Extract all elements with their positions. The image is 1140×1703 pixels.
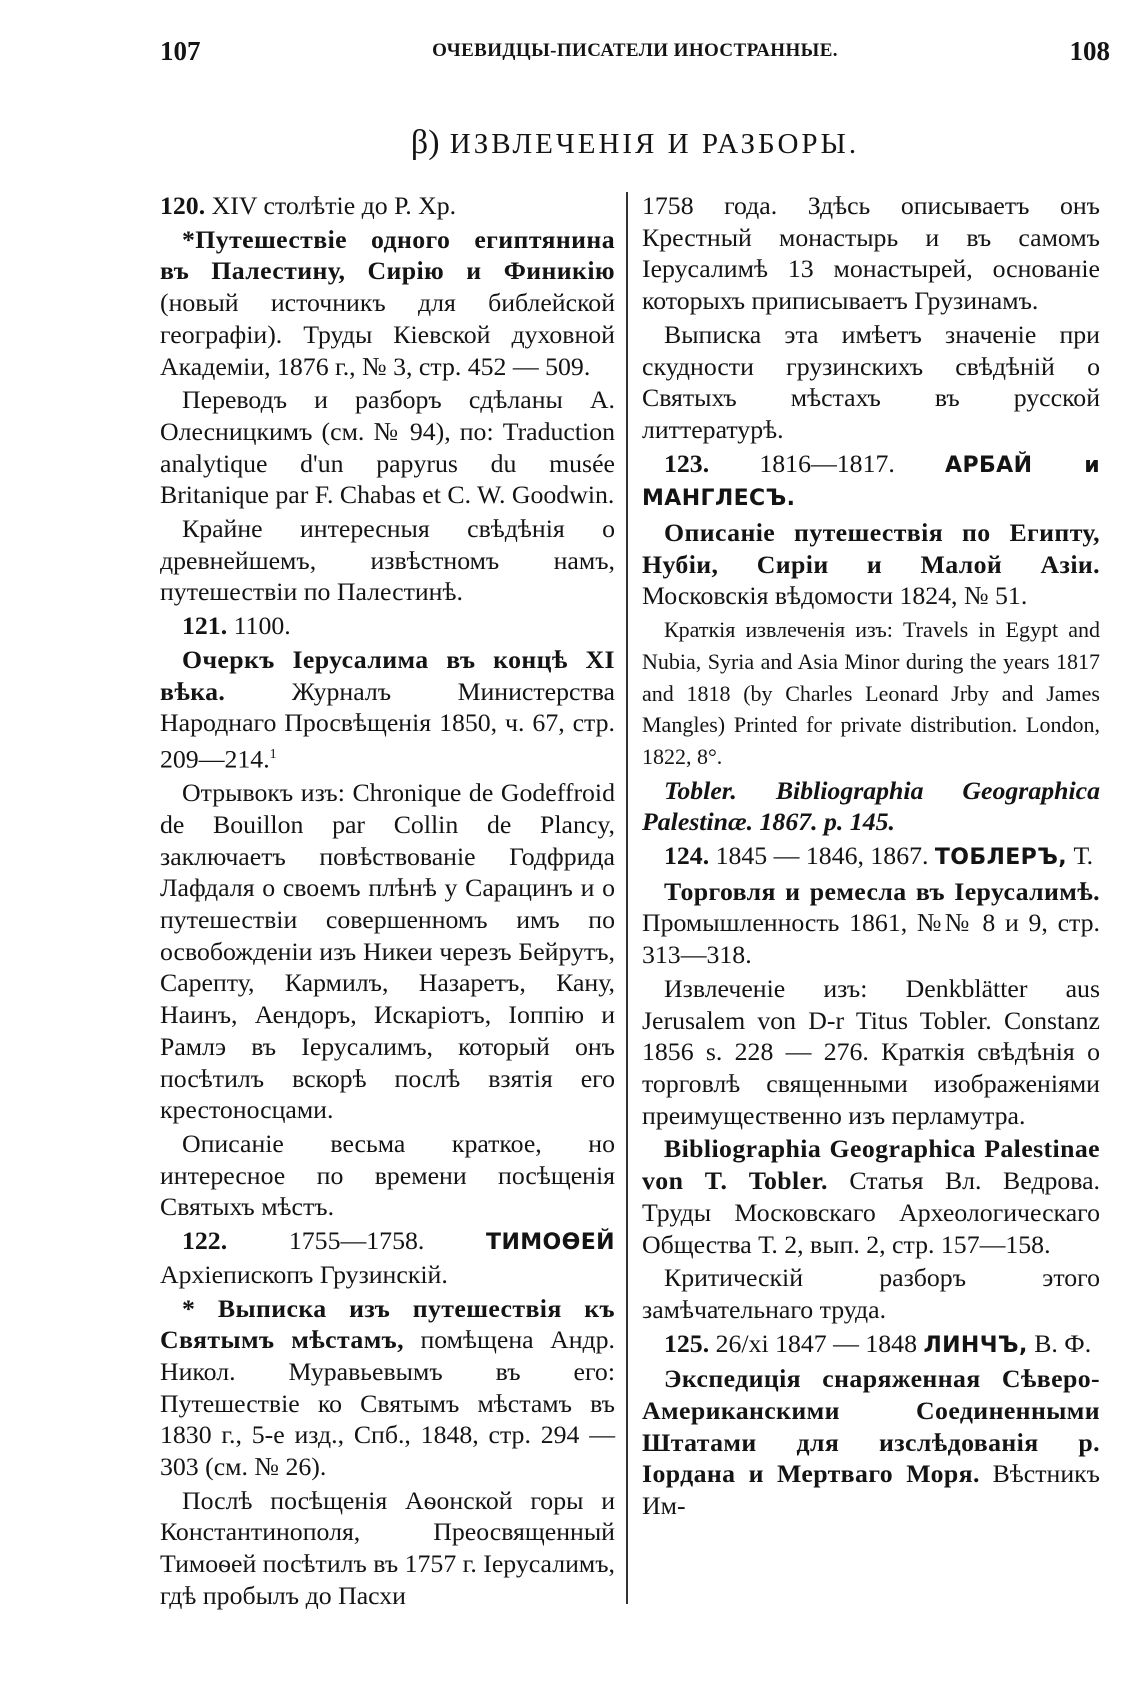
entry-citation: Статья Вл. Ведрова. Труды Московскаго Археологическаго Общества Т. 2, вып. 2, стр. 157—158. xyxy=(642,1166,1100,1259)
entry-title: Торговля и ремесла въ Іерусалимѣ. xyxy=(664,876,1100,906)
entry-author: АРБАЙ и МАНГЛЕСЪ. xyxy=(642,452,1101,512)
entry-123-note: Краткія извлеченія изъ: Travels in Egypt and Nubia, Syria and Asia Minor during the years 1817 and 1818 (by Charles Leonard Jrby and James Mangles) Printed for private distribution. London, 1822, 8°. xyxy=(642,617,1100,769)
footnote-marker: 1 xyxy=(269,746,277,762)
entry-number: 121. xyxy=(182,611,228,641)
entry-date: XIV столѣтіе до Р. Хр. xyxy=(211,191,457,220)
entry-122-citation xyxy=(160,1293,615,1483)
column-divider xyxy=(626,192,628,1604)
entry-124-heading xyxy=(642,840,1100,874)
entry-121-note: Отрывокъ изъ: Chronique de Godeffroid de Bouillon par Collin de Plancy, заключаетъ повѣствованіе Годфрида Лафдаля о своемъ плѣнѣ у Сарацинъ и о путешествіи совершенномъ имъ по освобожденіи изъ Никеи черезъ Бейрутъ, Сарепту, Кармилъ, Назаретъ, Кану, Наинъ, Аендоръ, Искаріотъ, Іоппію и Рамлэ въ Іерусалимъ, который онъ посѣтилъ вскорѣ послѣ взятія его крестоносцами. xyxy=(160,778,615,1125)
entry-122-note: Послѣ посѣщенія Аѳонской горы и Константинополя, Преосвященный Тимоѳей посѣтилъ въ 1757 г. Іерусалимъ, гдѣ пробылъ до Пасхи xyxy=(160,1485,615,1610)
entry-title: *Путешествіе одного египтянина въ Палестину, Сирію и Финикію xyxy=(160,224,615,286)
entry-121-comment: Описаніе весьма краткое, но интересное по времени посѣщенія Святыхъ мѣстъ. xyxy=(160,1128,615,1222)
entry-123-reference: Tobler. Bibliographia Geographica Palestinæ. 1867. p. 145. xyxy=(642,775,1100,837)
page-number-left: 107 xyxy=(160,36,201,66)
entry-124-citation xyxy=(642,876,1100,971)
entry-121-heading xyxy=(160,610,615,642)
entry-citation: помѣщена Андр. Никол. Муравьевымъ въ его: Путешествіе ко Святымъ мѣстамъ въ 1830 г., 5-е изд., Спб., 1848, стр. 294 — 303 (см. № 26). xyxy=(160,1325,615,1482)
entry-date: 1755—1758. xyxy=(288,1226,425,1256)
entry-number: 120. xyxy=(160,191,206,220)
entry-title: Очеркъ Іерусалима въ концѣ XI вѣка. xyxy=(160,644,615,706)
entry-122-note-continued: 1758 года. Здѣсь описываетъ онъ Крестный монастырь и въ самомъ Іерусалимѣ 13 монастырей, основаніе которыхъ приписываетъ Грузинамъ. xyxy=(642,191,1100,316)
page-header xyxy=(160,36,1110,76)
running-title: ОЧЕВИДЦЫ-ПИСАТЕЛИ ИНОСТРАННЫЕ. xyxy=(432,40,838,61)
entry-citation: Вѣстникъ Им- xyxy=(642,1459,1100,1521)
entry-124-comment: Критическій разборъ этого замѣчательнаго труда. xyxy=(642,1263,1100,1324)
entry-title: Описаніе путешествія по Египту, Нубіи, Сиріи и Малой Азіи. xyxy=(642,518,1100,579)
entry-125-citation xyxy=(642,1363,1100,1522)
entry-title: * Выписка изъ путешествія къ Святымъ мѣстамъ, xyxy=(160,1293,615,1355)
entry-124-note: Извлеченіе изъ: Denkblätter aus Jerusalem von D-r Titus Tobler. Constanz 1856 s. 228 — 276. Краткія свѣдѣнія о торговлѣ священными изображеніями преимущественно изъ перламутра. xyxy=(642,973,1100,1130)
entry-120-note: Переводъ и разборъ сдѣланы А. Олесницкимъ (см. № 94), по: Traduction analytique d'un papyrus du musée Britanique par F. Chabas et C. W. Goodwin. xyxy=(160,385,615,510)
section-title: ИЗВЛЕЧЕНІЯ И РАЗБОРЫ. xyxy=(449,128,860,160)
entry-author-initial: В. Ф. xyxy=(1034,1328,1092,1358)
entry-121-citation xyxy=(160,644,615,775)
entry-122-comment: Выписка эта имѣетъ значеніе при скудности грузинскихъ свѣдѣній о Святыхъ мѣстахъ въ русской литтературѣ. xyxy=(642,319,1100,444)
entry-122-heading xyxy=(160,1225,615,1290)
entry-125-heading xyxy=(642,1328,1100,1362)
entry-citation: (новый источникъ для библейской географіи). Труды Кіевской духовной Академіи, 1876 г., № 3, стр. 452 — 509. xyxy=(160,288,615,381)
entry-120-citation xyxy=(160,224,615,383)
entry-author: ТОБЛЕРЪ, xyxy=(934,845,1068,871)
section-marker: β) xyxy=(410,124,440,161)
entry-date: 1845 — 1846, 1867. xyxy=(715,841,929,871)
entry-number: 124. xyxy=(664,841,710,871)
right-column xyxy=(642,190,1100,1524)
page-number-right: 108 xyxy=(1069,36,1110,66)
entry-title: Bibliographia Geographica Palestinae von T. Tobler. xyxy=(642,1134,1100,1196)
entry-author: ТИМОѲЕЙ xyxy=(486,1230,615,1256)
entry-citation: Промышленность 1861, №№ 8 и 9, стр. 313—318. xyxy=(642,908,1100,970)
entry-124-citation-2 xyxy=(642,1133,1100,1260)
entry-123-citation xyxy=(642,517,1100,612)
entry-citation: Московскія вѣдомости 1824, № 51. xyxy=(642,581,1028,611)
entry-120-heading xyxy=(160,190,615,222)
entry-date: 1816—1817. xyxy=(759,448,895,478)
entry-number: 125. xyxy=(664,1328,710,1358)
entry-120-comment: Крайне интересныя свѣдѣнія о древнейшемъ, извѣстномъ намъ, путешествіи по Палестинѣ. xyxy=(160,514,615,607)
entry-number: 122. xyxy=(182,1226,228,1256)
entry-author: ЛИНЧЪ, xyxy=(923,1332,1028,1358)
entry-citation: Журналъ Министерства Народнаго Просвѣщенія 1850, ч. 67, стр. 209—214. xyxy=(160,676,616,774)
section-heading xyxy=(160,124,1110,162)
entry-123-heading xyxy=(642,448,1100,515)
entry-author-initial: Т. xyxy=(1073,841,1094,871)
entry-title: Экспедиція снаряженная Сѣверо-Американскими Соединенными Штатами для изслѣдованія р. Іордана и Мертваго Моря. xyxy=(642,1364,1100,1489)
entry-number: 123. xyxy=(664,448,710,478)
left-column xyxy=(160,190,615,1614)
entry-author-title: Архіепископъ Грузинскій. xyxy=(160,1259,448,1289)
entry-date: 1100. xyxy=(233,611,291,641)
entry-date: 26/xi 1847 — 1848 xyxy=(715,1328,917,1358)
